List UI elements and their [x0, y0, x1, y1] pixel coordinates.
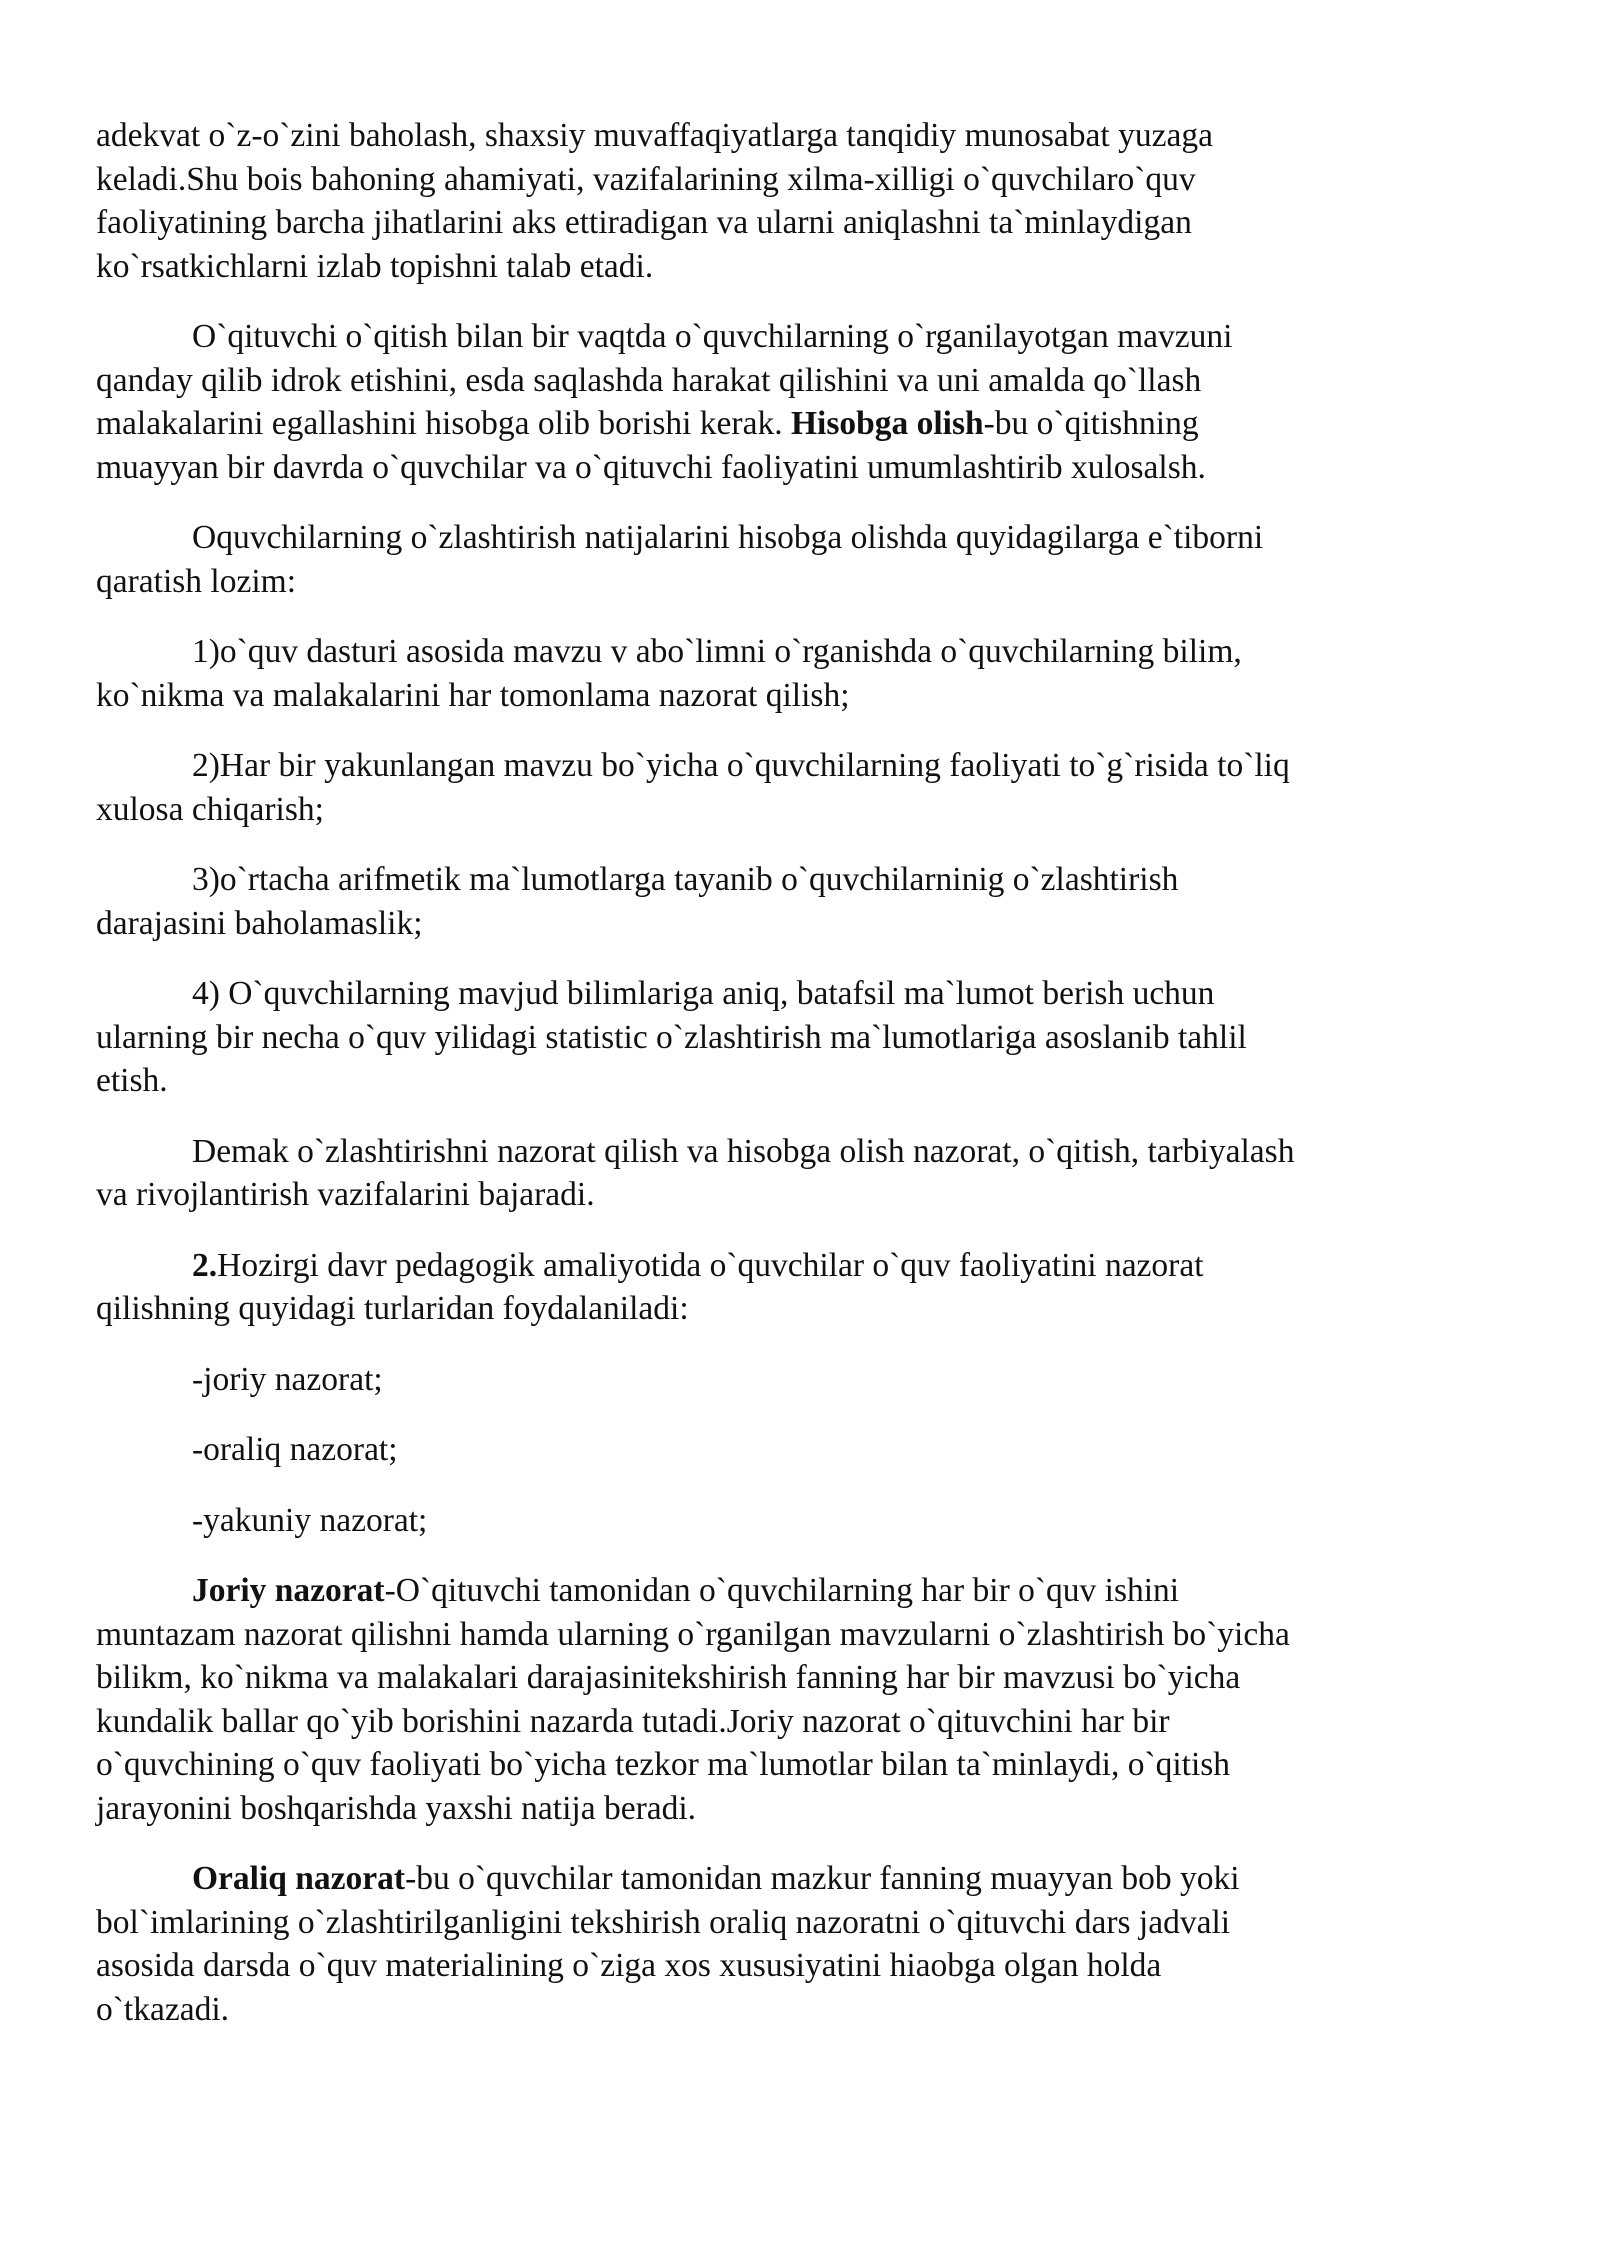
text-line: o`quvchining o`quv faoliyati bo`yicha tezkor ma`lumotlar bilan ta`minlaydi, o`qitish [96, 1746, 1231, 1783]
text-line: Demak o`zlashtirishni nazorat qilish va hisobga olish nazorat, o`qitish, tarbiyalash [192, 1132, 1295, 1170]
list-point-2 [96, 744, 1496, 831]
text-line: kundalik ballar qo`yib borishini nazarda tutadi.Joriy nazorat o`qituvchini har bir [96, 1702, 1170, 1740]
text-line: ko`rsatkichlarni izlab topishni talab etadi. [96, 247, 654, 285]
paragraph-conclusion [96, 1130, 1496, 1217]
control-type-item [96, 1358, 1496, 1402]
text-line: -yakuniy nazorat; [192, 1501, 428, 1539]
text-line: 4) O`quvchilarning mavjud bilimlariga aniq, batafsil ma`lumot berish uchun [192, 975, 1215, 1012]
document-body [96, 114, 1496, 2058]
text-line: darajasini baholamaslik; [96, 904, 423, 942]
section-number: 2. [192, 1246, 218, 1284]
paragraph-joriy-nazorat [96, 1569, 1496, 1830]
text-line: bol`imlarining o`zlashtirilganligini tekshirish oraliq nazoratni o`qituvchi dars jadvali [96, 1903, 1231, 1941]
paragraph-2 [96, 315, 1496, 489]
text-line [96, 1857, 1496, 1901]
text-line: jarayonini boshqarishda yaxshi natija beradi. [96, 1789, 697, 1827]
text-line: asosida darsda o`quv materialining o`ziga xos xususiyatini hiaobga olgan holda [96, 1947, 1162, 1984]
control-type-item [96, 1499, 1496, 1543]
paragraph-1 [96, 114, 1496, 288]
section-2-intro [96, 1244, 1496, 1331]
list-point-1 [96, 630, 1496, 717]
text-line: faoliyatining barcha jihatlarini aks ettiradigan va ularni aniqlashni ta`minlaydigan [96, 204, 1192, 241]
text-run: Hozirgi davr pedagogik amaliyotida o`quvchilar o`quv faoliyatini nazorat [217, 1246, 1204, 1284]
text-line: ularning bir necha o`quv yilidagi statistic o`zlashtirish ma`lumotlariga asoslanib tahlil [96, 1018, 1247, 1056]
paragraph-3 [96, 516, 1496, 603]
text-line: etish. [96, 1062, 168, 1099]
text-run: -O`qituvchi tamonidan o`quvchilarning har bir o`quv ishini [384, 1572, 1180, 1609]
text-line: 2)Har bir yakunlangan mavzu bo`yicha o`quvchilarning faoliyati to`g`risida to`liq [192, 747, 1290, 784]
text-line [96, 402, 1496, 446]
text-line: adekvat o`z-o`zini baholash, shaxsiy muvaffaqiyatlarga tanqidiy munosabat yuzaga [96, 117, 1213, 154]
term-joriy-nazorat: Joriy nazorat [192, 1572, 385, 1609]
text-line: xulosa chiqarish; [96, 790, 324, 828]
text-run: -bu o`quvchilar tamonidan mazkur fanning muayyan bob yoki [405, 1860, 1240, 1897]
text-line: O`qituvchi o`qitish bilan bir vaqtda o`quvchilarning o`rganilayotgan mavzuni [192, 318, 1233, 355]
paragraph-oraliq-nazorat [96, 1857, 1496, 2031]
text-line: 3)o`rtacha arifmetik ma`lumotlarga tayanib o`quvchilarninig o`zlashtirish [192, 861, 1179, 898]
term-hisobga-olish: Hisobga olish [790, 405, 984, 442]
list-point-3 [96, 858, 1496, 945]
text-run: -bu o`qitishning [983, 405, 1199, 442]
text-line: Oquvchilarning o`zlashtirish natijalarini hisobga olishda quyidagilarga e`tiborni [192, 519, 1264, 556]
text-line: qanday qilib idrok etishini, esda saqlashda harakat qilishini va uni amalda qo`llash [96, 361, 1202, 399]
text-line: va rivojlantirish vazifalarini bajaradi. [96, 1176, 595, 1213]
text-line [96, 1569, 1496, 1613]
text-line: qilishning quyidagi turlaridan foydalaniladi: [96, 1290, 689, 1327]
text-line: -joriy nazorat; [192, 1360, 383, 1398]
text-line: 1)o`quv dasturi asosida mavzu v abo`limni o`rganishda o`quvchilarning bilim, [192, 633, 1242, 670]
text-line: qaratish lozim: [96, 562, 297, 600]
text-line [96, 1244, 1496, 1288]
text-line: bilikm, ko`nikma va malakalari darajasinitekshirish fanning har bir mavzusi bo`yicha [96, 1659, 1241, 1696]
control-type-item [96, 1428, 1496, 1472]
text-line: keladi.Shu bois bahoning ahamiyati, vazifalarining xilma-xilligi o`quvchilaro`quv [96, 160, 1196, 198]
term-oraliq-nazorat: Oraliq nazorat [192, 1860, 406, 1897]
list-point-4 [96, 972, 1496, 1103]
text-line: muntazam nazorat qilishni hamda ularning o`rganilgan mavzularni o`zlashtirish bo`yicha [96, 1615, 1290, 1653]
text-run: malakalarini egallashini hisobga olib borishi kerak. [96, 405, 791, 442]
text-line: o`tkazadi. [96, 1990, 230, 2028]
text-line: muayyan bir davrda o`quvchilar va o`qituvchi faoliyatini umumlashtirib xulosalsh. [96, 448, 1206, 486]
text-line: -oraliq nazorat; [192, 1431, 398, 1468]
text-line: ko`nikma va malakalarini har tomonlama nazorat qilish; [96, 676, 850, 714]
